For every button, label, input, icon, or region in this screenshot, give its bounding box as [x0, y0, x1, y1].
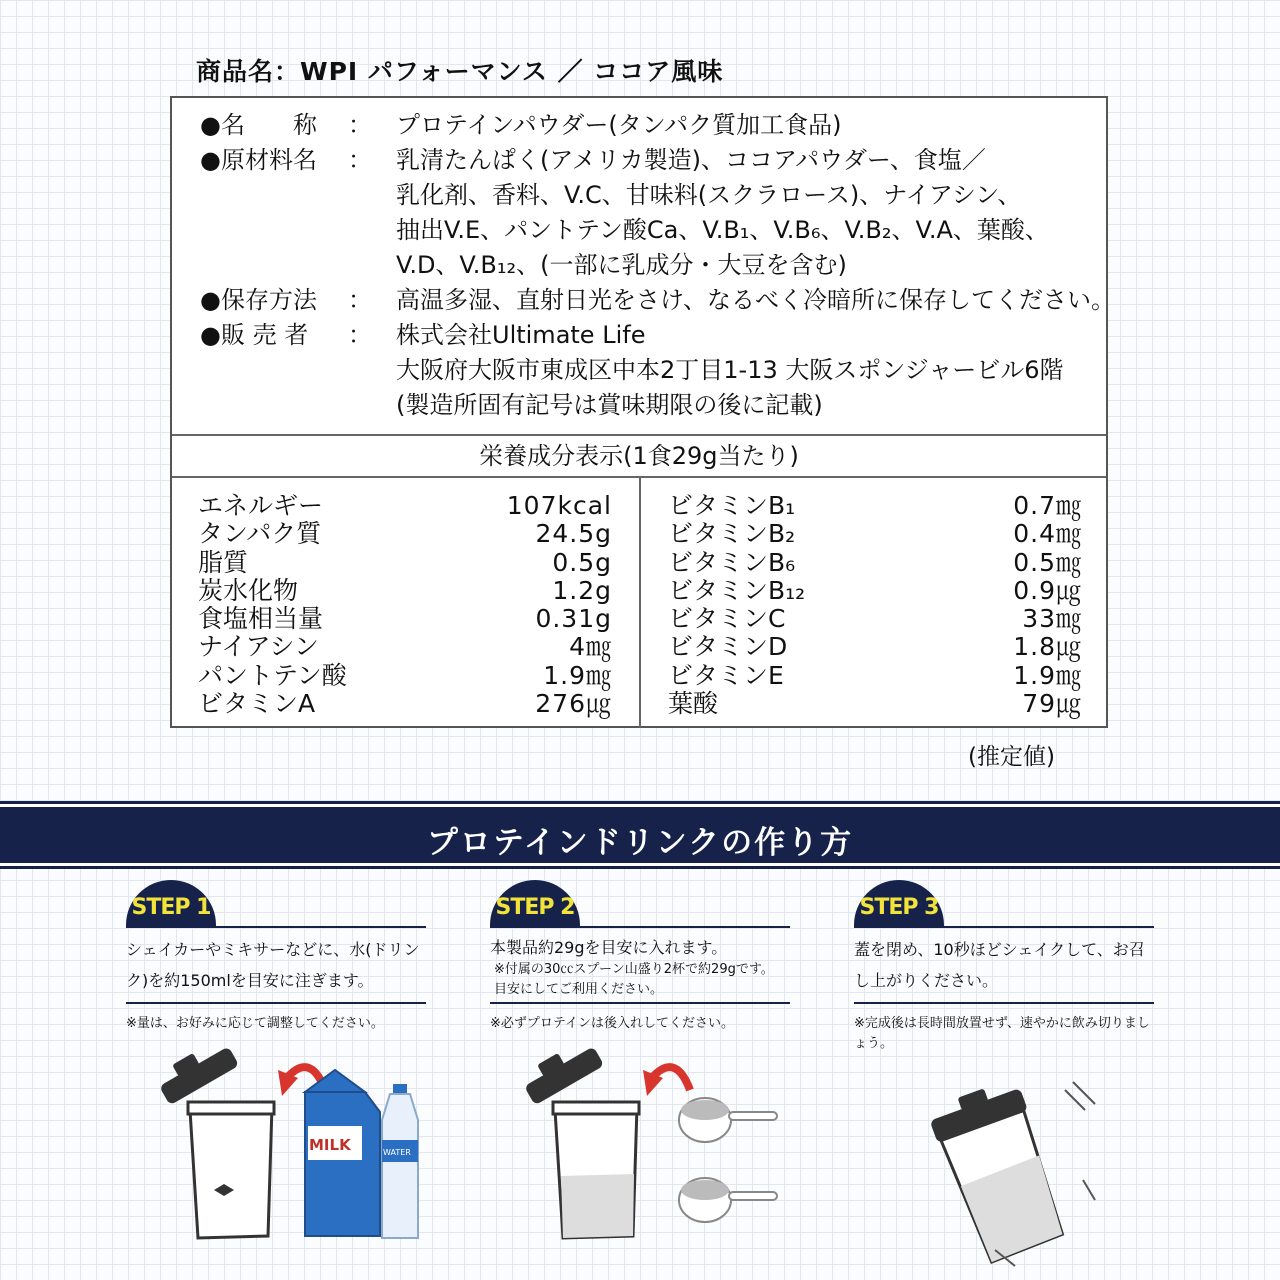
info-colon: ： — [348, 286, 372, 314]
step2-illustration — [515, 1040, 805, 1270]
nutrition-row — [198, 577, 612, 605]
nutrient-value: 0.5㎎ — [1013, 547, 1082, 577]
nutrition-row — [198, 549, 612, 577]
banner-title: プロテインドリンクの作り方 — [426, 825, 854, 861]
step-text: 本製品約29gを目安に入れます。 — [490, 938, 728, 957]
nutrient-value: 0.5g — [552, 547, 612, 577]
svg-text:WATER: WATER — [383, 1148, 411, 1157]
step-rule — [126, 926, 426, 928]
nutrient-name: 葉酸 — [668, 689, 719, 719]
info-key: ●原材料名 — [200, 146, 317, 174]
water-bottle-icon — [382, 1084, 418, 1238]
step-badge: STEP 1 — [126, 880, 216, 926]
nutrition-row — [198, 633, 612, 661]
info-line: 株式会社Ultimate Life — [396, 321, 646, 349]
nutrient-name: パントテン酸 — [198, 660, 347, 690]
step-rule — [490, 1002, 790, 1004]
nutrient-value: 1.2g — [552, 575, 612, 605]
info-line: 乳化剤、香料、V.C、甘味料(スクラロース)、ナイアシン、 — [396, 181, 1022, 209]
info-line: V.D、V.B₁₂、(一部に乳成分・大豆を含む) — [396, 251, 847, 279]
step-note: ※量は、お好みに応じて調整してください。 — [126, 1016, 384, 1031]
product-name: 商品名：WPI パフォーマンス ／ ココア風味 — [196, 57, 724, 86]
nutrient-name: ナイアシン — [198, 632, 319, 662]
info-line: プロテインパウダー(タンパク質加工食品) — [396, 111, 842, 139]
shaker-icon — [518, 1036, 639, 1238]
estimate-note: (推定値) — [968, 744, 1055, 770]
step-note: ※完成後は長時間放置せず、速やかに飲み切りましょう。 — [854, 1016, 1150, 1051]
nutrition-row — [668, 520, 1082, 548]
nutrient-name: ビタミンC — [668, 604, 786, 634]
info-colon: ： — [348, 321, 372, 349]
nutrition-row — [668, 633, 1082, 661]
nutrient-name: タンパク質 — [198, 519, 322, 549]
nutrient-value: 1.9㎎ — [543, 660, 612, 690]
nutrient-value: 1.9㎎ — [1013, 660, 1082, 690]
nutrient-name: ビタミンB₂ — [668, 519, 796, 549]
nutrient-name: ビタミンB₁ — [668, 491, 796, 520]
step-rule — [490, 926, 790, 928]
svg-text:MILK: MILK — [309, 1136, 351, 1154]
scoop-icon — [679, 1098, 777, 1142]
nutrition-row — [668, 549, 1082, 577]
step-subnote: ※付属の30㏄スプーン山盛り2杯で約29gです。目安にしてご利用ください。 — [494, 962, 774, 997]
nutrient-value: 0.31g — [535, 604, 612, 634]
step-rule — [854, 926, 1154, 928]
scoop-icon — [679, 1178, 777, 1222]
nutrient-value: 33㎎ — [1022, 604, 1082, 634]
nutrient-value: 0.4㎎ — [1013, 519, 1082, 549]
info-line: 高温多湿、直射日光をさけ、なるべく冷暗所に保存してください。 — [396, 286, 1116, 314]
nutrition-row — [198, 605, 612, 633]
step-note: ※必ずプロテインは後入れしてください。 — [490, 1016, 734, 1031]
nutrition-header: 栄養成分表示(1食29g当たり) — [479, 442, 799, 470]
nutrient-name: 炭水化物 — [198, 575, 299, 605]
info-line: 抽出V.E、パントテン酸Ca、V.B₁、V.B₆、V.B₂、V.A、葉酸、 — [396, 216, 1049, 244]
nutrient-name: ビタミンB₆ — [668, 547, 796, 577]
step-rule — [854, 1002, 1154, 1004]
nutrient-value: 79㎍ — [1022, 689, 1082, 719]
nutrition-row — [668, 492, 1082, 520]
nutrient-name: ビタミンB₁₂ — [668, 575, 806, 605]
step-rule — [126, 1002, 426, 1004]
nutrient-value: 0.9㎍ — [1013, 575, 1082, 605]
step-text: 蓋を閉め、10秒ほどシェイクして、お召し上がりください。 — [854, 940, 1145, 990]
nutrition-row — [198, 492, 612, 520]
info-line: 乳清たんぱく(アメリカ製造)、ココアパウダー、食塩／ — [396, 146, 986, 174]
info-line: (製造所固有記号は賞味期限の後に記載) — [396, 391, 823, 419]
nutrition-left-column — [198, 492, 612, 718]
info-colon: ： — [348, 146, 372, 174]
step-badge: STEP 2 — [490, 880, 580, 926]
nutrient-name: ビタミンD — [668, 632, 788, 662]
nutrient-name: ビタミンE — [668, 660, 784, 690]
nutrition-row — [668, 690, 1082, 718]
nutrient-name: ビタミンA — [198, 689, 316, 719]
step1-illustration — [150, 1040, 440, 1270]
nutrient-value: 4㎎ — [569, 632, 612, 662]
step-text: シェイカーやミキサーなどに、水(ドリンク)を約150mlを目安に注ぎます。 — [126, 940, 420, 990]
nutrition-row — [668, 605, 1082, 633]
label-table — [170, 96, 1116, 728]
nutrition-row — [198, 690, 612, 718]
nutrition-row — [198, 662, 612, 690]
nutrient-value: 24.5g — [535, 519, 612, 549]
nutrient-name: 食塩相当量 — [198, 604, 324, 634]
nutrient-value: 0.7㎎ — [1013, 491, 1082, 520]
milk-carton-icon — [305, 1070, 380, 1236]
nutrient-name: エネルギー — [198, 491, 324, 520]
nutrient-value: 1.8㎍ — [1013, 632, 1082, 662]
info-key: ●保存方法 — [200, 286, 317, 314]
info-colon: ： — [348, 111, 372, 139]
nutrition-row — [668, 577, 1082, 605]
nutrition-right-column — [668, 492, 1082, 718]
step3-illustration — [905, 1060, 1105, 1270]
nutrient-value: 107kcal — [506, 491, 612, 520]
info-key: ●名 称 — [200, 111, 317, 139]
nutrition-row — [198, 520, 612, 548]
nutrition-row — [668, 662, 1082, 690]
info-key: ●販 売 者 — [200, 321, 309, 349]
shaker-icon — [153, 1036, 274, 1238]
step-badge: STEP 3 — [854, 880, 944, 926]
banner — [0, 804, 1280, 866]
nutrient-name: 脂質 — [198, 547, 249, 577]
divider — [639, 478, 641, 728]
info-line: 大阪府大阪市東成区中本2丁目1-13 大阪スポンジャービル6階 — [396, 356, 1064, 384]
nutrient-value: 276㎍ — [535, 689, 612, 719]
shaker-icon — [926, 1077, 1073, 1266]
